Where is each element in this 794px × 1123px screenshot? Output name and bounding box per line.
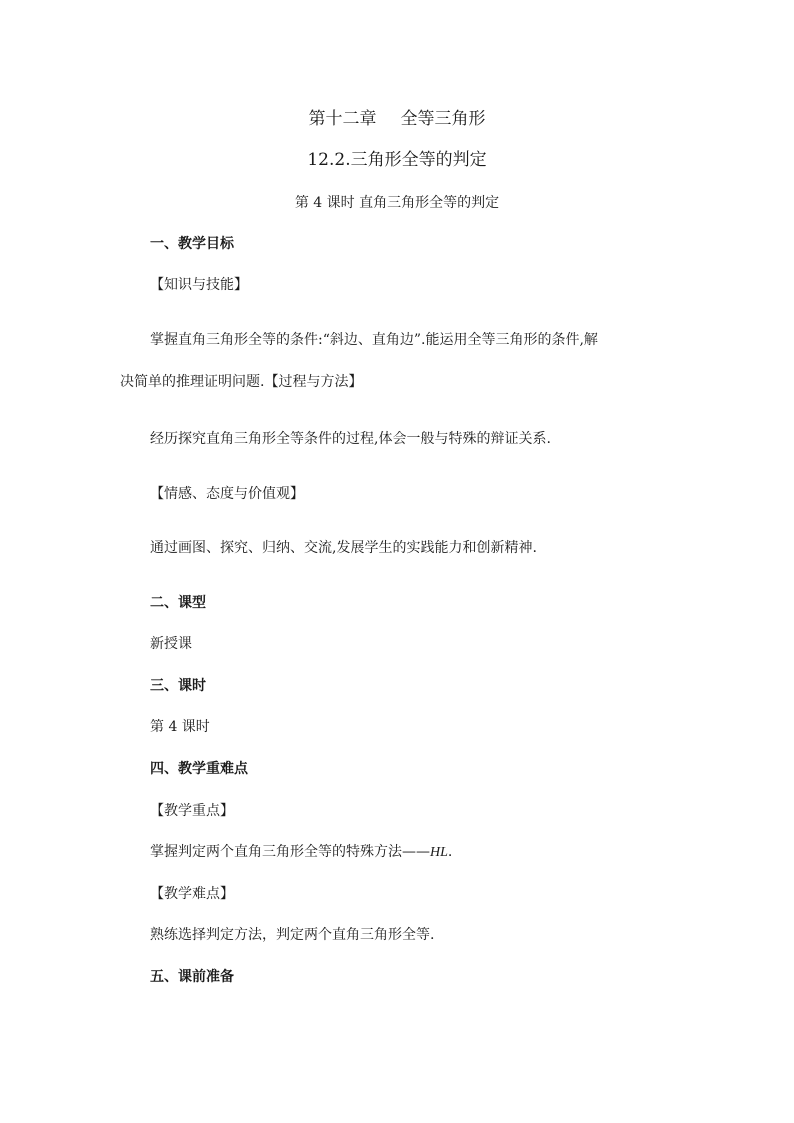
knowledge-label: 【知识与技能】 — [150, 277, 248, 293]
difficulty-label: 【教学难点】 — [150, 886, 234, 902]
key-label: 【教学重点】 — [150, 803, 234, 819]
chapter-number: 第十二章 — [308, 109, 377, 129]
key-text-suffix: . — [447, 844, 453, 860]
type-text: 新授课 — [150, 636, 192, 652]
emotion-text: 通过画图、探究、归纳、交流,发展学生的实践能力和创新精神. — [150, 540, 537, 556]
keypoints-heading: 四、教学重难点 — [150, 761, 248, 777]
key-text — [150, 843, 452, 862]
chapter-title — [0, 108, 794, 130]
key-text-prefix: 掌握判定两个直角三角形全等的特殊方法—— — [150, 844, 430, 860]
section-title: 12.2.三角形全等的判定 — [307, 150, 487, 170]
process-text: 经历探究直角三角形全等条件的过程,体会一般与特殊的辩证关系. — [150, 431, 551, 447]
hours-heading: 三、课时 — [150, 678, 206, 694]
knowledge-text-line1: 掌握直角三角形全等的条件:“斜边、直角边”.能运用全等三角形的条件,解 — [150, 332, 598, 348]
difficulty-text: 熟练选择判定方法，判定两个直角三角形全等. — [150, 927, 435, 943]
lesson-title: 第 4 课时 直角三角形全等的判定 — [294, 195, 500, 211]
key-text-hl: HL — [430, 845, 448, 860]
type-heading: 二、课型 — [150, 595, 206, 611]
knowledge-text-line2: 决简单的推理证明问题.【过程与方法】 — [120, 374, 363, 390]
objectives-heading: 一、教学目标 — [150, 236, 234, 252]
hours-text: 第 4 课时 — [150, 719, 210, 735]
chapter-name: 全等三角形 — [400, 109, 486, 129]
emotion-label: 【情感、态度与价值观】 — [150, 486, 304, 502]
prep-heading: 五、课前准备 — [150, 969, 234, 985]
